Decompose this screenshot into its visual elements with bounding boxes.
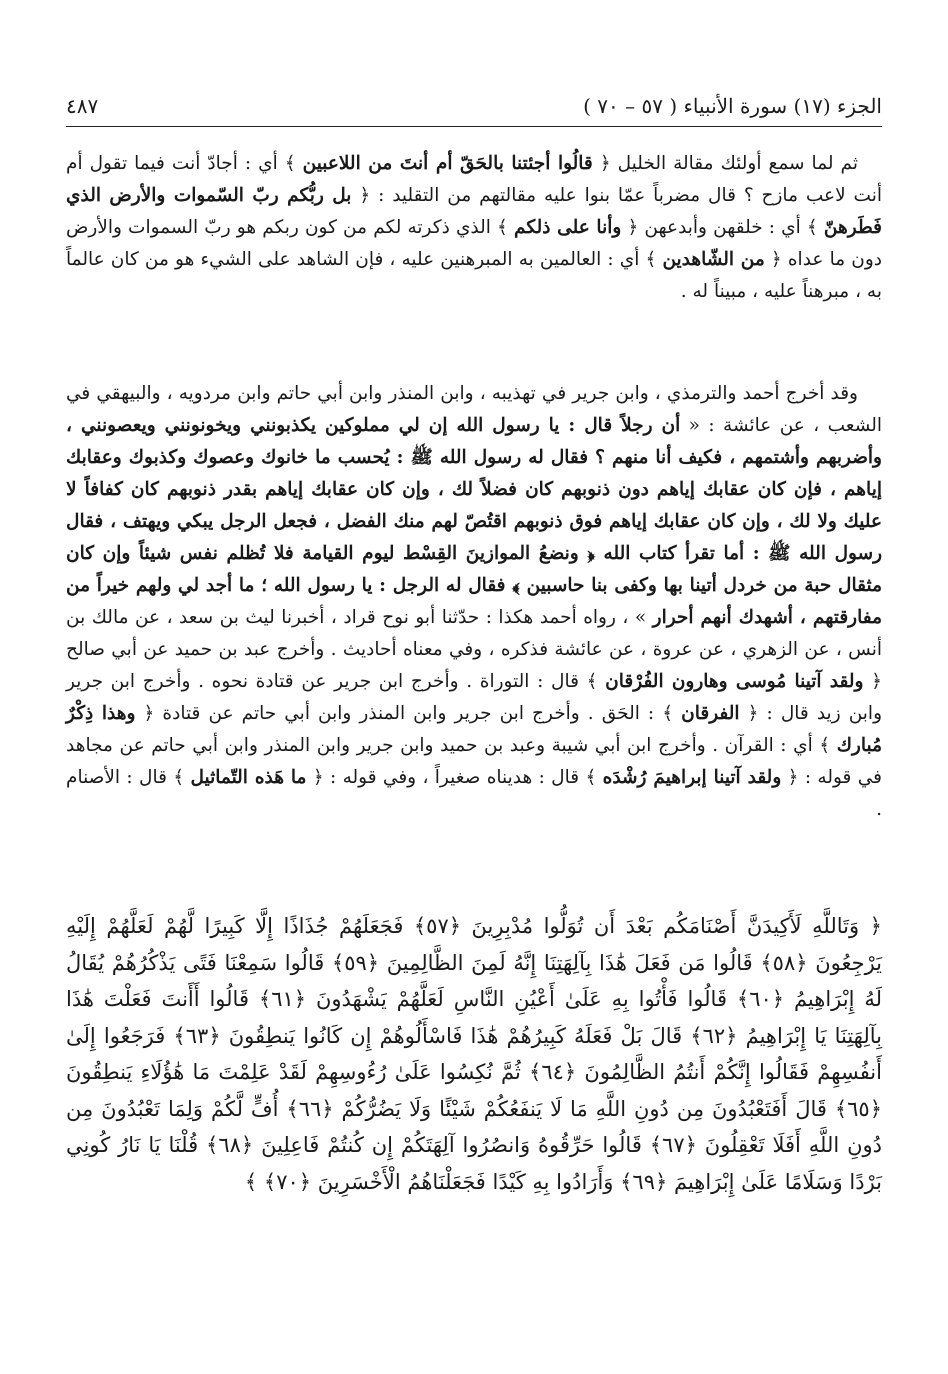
commentary-paragraph-1 (66, 148, 882, 308)
text-run: ﴾ : الحَق . وأخرج ابن جرير وابن المنذر وابن أبي حاتم عن قتادة ﴿ (143, 703, 674, 724)
text-run: ﴾ أي : القرآن . وأخرج ابن أبي شيبة وعبد بن حميد وابن جرير وابن المنذر وابن أبي حاتم عن مجاهد في قوله : ﴿ (66, 735, 882, 788)
quote-run: بل ربُّكم ربّ السّموات والأرض الذي فَطَرهنّ (66, 185, 882, 238)
header-divider (66, 126, 882, 127)
quote-run: من الشّاهدين (662, 249, 765, 270)
text-run: ﴾ قال : التوراة . وأخرج ابن جرير عن قتادة نحوه . وأخرج ابن جرير وابن زيد قال : ﴿ (66, 671, 882, 724)
text-run: ﴾ قال : هديناه صغيراً ، وفي قوله : ﴿ (312, 767, 597, 788)
text-run: » ، رواه أحمد هكذا : حدّثنا أبو نوح قراد ، أخبرنا ليث بن سعد ، عن مالك بن أنس ، عن الزهري ، عن عروة ، عن عائشة فذكره ، وفي معناه أحاديث . وأخرج عبد بن حميد عن أبي صالح ﴿ (66, 607, 882, 692)
text-run: ﴾ أي : خلقهن وأبدعهن ﴿ (627, 217, 818, 238)
hadith-text: أن رجلاً قال : يا رسول الله إن لي مملوكين يكذبونني ويخونونني ويعصونني ، وأضربهم وأشتمهم ، فكيف أنا منهم ؟ فقال له رسول الله ﷺ : يُحسب ما خانوك وعصوك وكذبوك وعقابك إياهم ، فإن كان عقابك إياهم دون ذنوبهم كان فضلاً لك ، وإن كان عقابك إياهم بقدر ذنوبهم كان كفافاً لا عليك ولا لك ، وإن كان عقابك إياهم فوق ذنوبهم اقتُصّ لهم منك الفضل ، فجعل الرجل يبكي ويهتف ، فقال رسول الله ﷺ : أما تقرأ كتاب الله ﴿ ونضعُ الموازينَ القِسْط ليوم القيامة فلا تُظلم نفس شيئاً وإن كان مثقال حبة من خردل أتينا بها وكفى بنا حاسبين ﴾ فقال له الرجل : يا رسول الله ؛ ما أجد لي ولهم خيراً من مفارقتهم ، أشهدك أنهم أحرار (66, 415, 883, 628)
quote-run: ولقد آتينا إبراهيمَ رُشْدَه (602, 767, 782, 788)
text-run: ثم لما سمع أولئك مقالة الخليل ﴿ (599, 153, 859, 174)
commentary-paragraph-2 (66, 378, 882, 826)
page-header (66, 92, 882, 122)
page-number: ٤٨٧ (66, 94, 99, 118)
text-run: وقد أخرج أحمد والترمذي ، وابن جرير في تهذيبه ، وابن المنذر وابن أبي حاتم وابن مردويه ، والبيهقي في الشعب ، عن عائشة : « (66, 383, 883, 436)
quote-run: وأنا على ذلكم (514, 217, 622, 238)
quote-run: ما هَذه التّماثيل (190, 767, 307, 788)
text-run: ﴾ الذي ذكرته لكم من كون ربكم هو ربّ السموات والأرض دون ما عداه ﴿ (66, 217, 882, 270)
text-run: ﴾ أي : العالمين به المبرهنين عليه ، فإن الشاهد على الشيء هو من كان عالماً به ، مبرهناً عليه ، مبيناً له . (66, 249, 882, 302)
text-run: ﴾ قال : الأصنام . (66, 767, 882, 820)
running-title: الجزء (١٧) سورة الأنبياء ( ٥٧ – ٧٠ ) (583, 94, 882, 118)
quote-run: ولقد آتينا مُوسى وهارون الفُرْقان (605, 671, 864, 692)
text-run: ﴾ أي : أجادّ أنت فيما تقول أم أنت لاعب مازح ؟ قال مضرباً عمّا بنوا عليه مقالتهم من التقليد : ﴿ (66, 153, 882, 206)
quote-run: وهذا ذِكْرٌ مُبارك (66, 703, 882, 756)
quran-verses-block: ﴿ وَتَاللَّهِ لَأَكِيدَنَّ أَصْنَامَكُم بَعْدَ أَن تُوَلُّوا مُدْبِرِينَ ﴿٥٧﴾ فَجَعَلَهُمْ جُذَاذًا إِلَّا كَبِيرًا لَّهُمْ لَعَلَّهُمْ إِلَيْهِ يَرْجِعُونَ ﴿٥٨﴾ قَالُوا مَن فَعَلَ هَٰذَا بِآلِهَتِنَا إِنَّهُ لَمِنَ الظَّالِمِينَ ﴿٥٩﴾ قَالُوا سَمِعْنَا فَتًى يَذْكُرُهُمْ يُقَالُ لَهُ إِبْرَاهِيمُ ﴿٦٠﴾ قَالُوا فَأْتُوا بِهِ عَلَىٰ أَعْيُنِ النَّاسِ لَعَلَّهُمْ يَشْهَدُونَ ﴿٦١﴾ قَالُوا أَأَنتَ فَعَلْتَ هَٰذَا بِآلِهَتِنَا يَا إِبْرَاهِيمُ ﴿٦٢﴾ قَالَ بَلْ فَعَلَهُ كَبِيرُهُمْ هَٰذَا فَاسْأَلُوهُمْ إِن كَانُوا يَنطِقُونَ ﴿٦٣﴾ فَرَجَعُوا إِلَىٰ أَنفُسِهِمْ فَقَالُوا إِنَّكُمْ أَنتُمُ الظَّالِمُونَ ﴿٦٤﴾ ثُمَّ نُكِسُوا عَلَىٰ رُءُوسِهِمْ لَقَدْ عَلِمْتَ مَا هَٰؤُلَاءِ يَنطِقُونَ ﴿٦٥﴾ قَالَ أَفَتَعْبُدُونَ مِن دُونِ اللَّهِ مَا لَا يَنفَعُكُمْ شَيْئًا وَلَا يَضُرُّكُمْ ﴿٦٦﴾ أُفٍّ لَّكُمْ وَلِمَا تَعْبُدُونَ مِن دُونِ اللَّهِ أَفَلَا تَعْقِلُونَ ﴿٦٧﴾ قَالُوا حَرِّقُوهُ وَانصُرُوا آلِهَتَكُمْ إِن كُنتُمْ فَاعِلِينَ ﴿٦٨﴾ قُلْنَا يَا نَارُ كُونِي بَرْدًا وَسَلَامًا عَلَىٰ إِبْرَاهِيمَ ﴿٦٩﴾ وَأَرَادُوا بِهِ كَيْدًا فَجَعَلْنَاهُمُ الْأَخْسَرِينَ ﴿٧٠﴾ ﴾ (66, 914, 883, 1194)
quote-run: قالُوا أجئتنا بالحَقّ أم أنتَ من اللاعبين (302, 153, 593, 174)
quote-run: الفرقان (681, 703, 740, 724)
